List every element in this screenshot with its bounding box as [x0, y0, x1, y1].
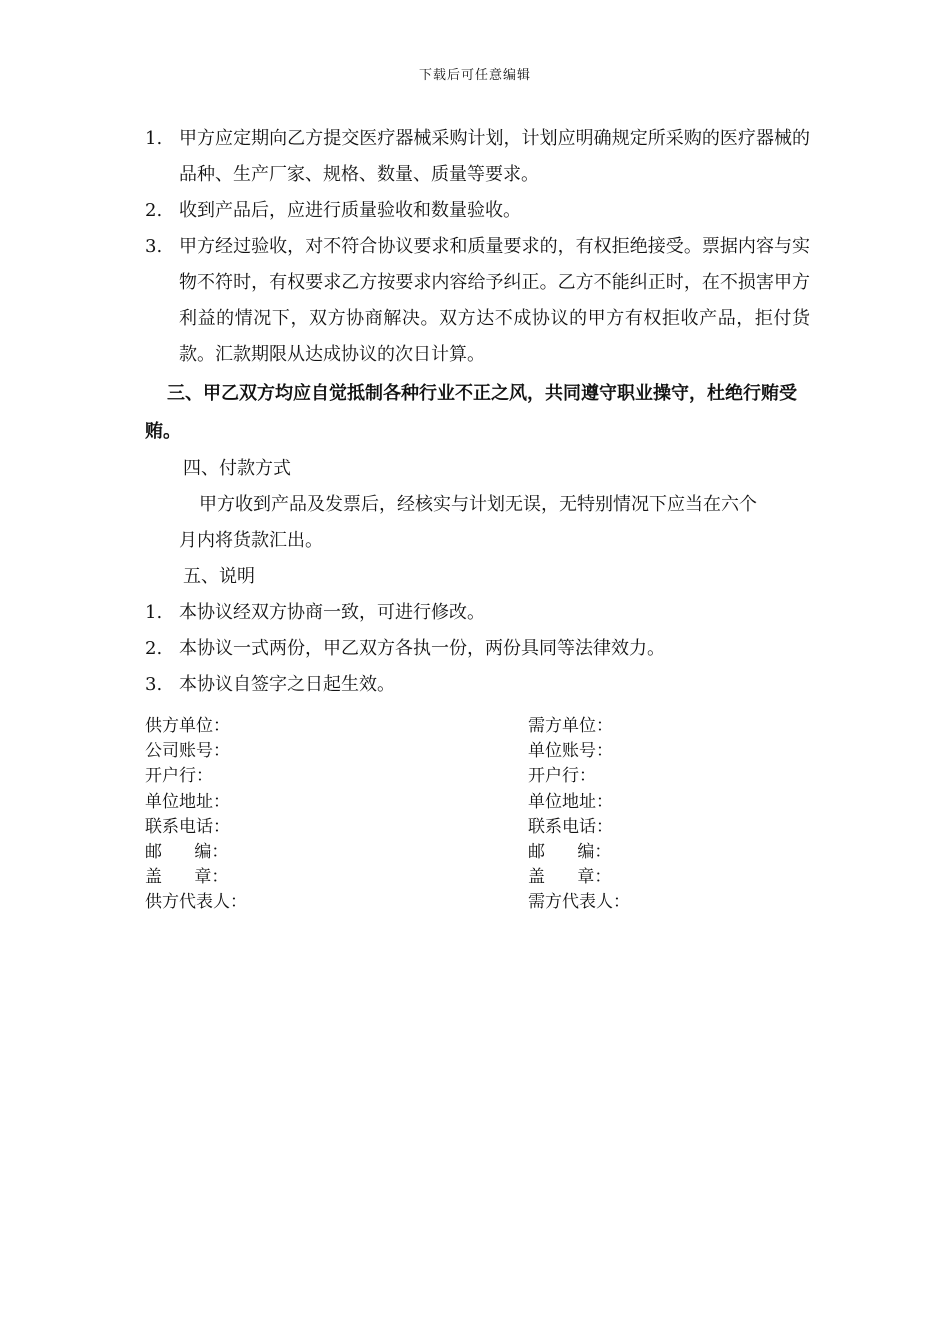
list-item — [145, 121, 810, 193]
buyer-field-label: 需方单位： — [528, 716, 613, 736]
list-number: 1. — [145, 602, 163, 623]
signature-block — [145, 714, 810, 916]
buyer-field-label: 邮 编： — [528, 842, 612, 863]
supplier-field-label: 供方代表人： — [145, 892, 247, 913]
agreement-body — [145, 121, 810, 703]
list-number: 1. — [145, 128, 163, 149]
supplier-field-label: 供方单位： — [145, 716, 230, 736]
supplier-field-label: 盖 章： — [145, 867, 229, 888]
list-text: 收到产品后，应进行质量验收和数量验收。 — [179, 200, 521, 221]
section-5-heading: 五、说明 — [183, 566, 255, 587]
buyer-signature-column — [528, 714, 810, 916]
section-4-heading: 四、付款方式 — [183, 458, 291, 479]
supplier-field-label: 邮 编： — [145, 842, 229, 863]
supplier-field-label: 公司账号： — [145, 741, 230, 762]
list-text: 本协议经双方协商一致，可进行修改。 — [179, 602, 485, 623]
list-item — [145, 667, 810, 703]
section-3-clause: 三、甲乙双方均应自觉抵制各种行业不正之风，共同遵守职业操守，杜绝行贿受贿。 — [145, 383, 797, 442]
list-item — [145, 229, 810, 373]
supplier-field-label: 开户行： — [145, 766, 213, 787]
buyer-field-label: 开户行： — [528, 766, 596, 787]
list-text: 本协议自签字之日起生效。 — [179, 674, 395, 695]
list-number: 3. — [145, 674, 163, 695]
list-text: 甲方经过验收，对不符合协议要求和质量要求的，有权拒绝接受。票据内容与实物不符时，有权要求乙方按要求内容给予纠正。乙方不能纠正时，在不损害甲方利益的情况下，双方协商解决。双方达不成协议的甲方有权拒收产品，拒付货款。汇款期限从达成协议的次日计算。 — [179, 236, 810, 365]
supplier-signature-column — [145, 714, 528, 916]
supplier-field-label: 单位地址： — [145, 791, 230, 812]
buyer-field-label: 单位账号： — [528, 741, 613, 762]
supplier-field-label: 联系电话： — [145, 816, 230, 837]
buyer-field-label: 单位地址： — [528, 791, 613, 812]
buyer-field-label: 盖 章： — [528, 867, 612, 888]
list-text: 本协议一式两份，甲乙双方各执一份，两份具同等法律效力。 — [179, 638, 665, 659]
list-item — [145, 631, 810, 667]
list-number: 2. — [145, 638, 163, 659]
buyer-field-label: 需方代表人： — [528, 892, 630, 913]
page-header-note: 下载后可任意编辑 — [418, 68, 531, 83]
section-4-body — [145, 487, 810, 559]
list-number: 3. — [145, 236, 163, 257]
list-number: 2. — [145, 200, 163, 221]
buyer-field-label: 联系电话： — [528, 816, 613, 837]
list-item — [145, 595, 810, 631]
section-4-body-line-2: 月内将货款汇出。 — [179, 530, 323, 551]
section-4-body-line-1: 甲方收到产品及发票后，经核实与计划无误，无特别情况下应当在六个 — [199, 494, 757, 515]
list-text: 甲方应定期向乙方提交医疗器械采购计划，计划应明确规定所采购的医疗器械的品种、生产厂家、规格、数量、质量等要求。 — [179, 128, 810, 185]
list-item — [145, 193, 810, 229]
